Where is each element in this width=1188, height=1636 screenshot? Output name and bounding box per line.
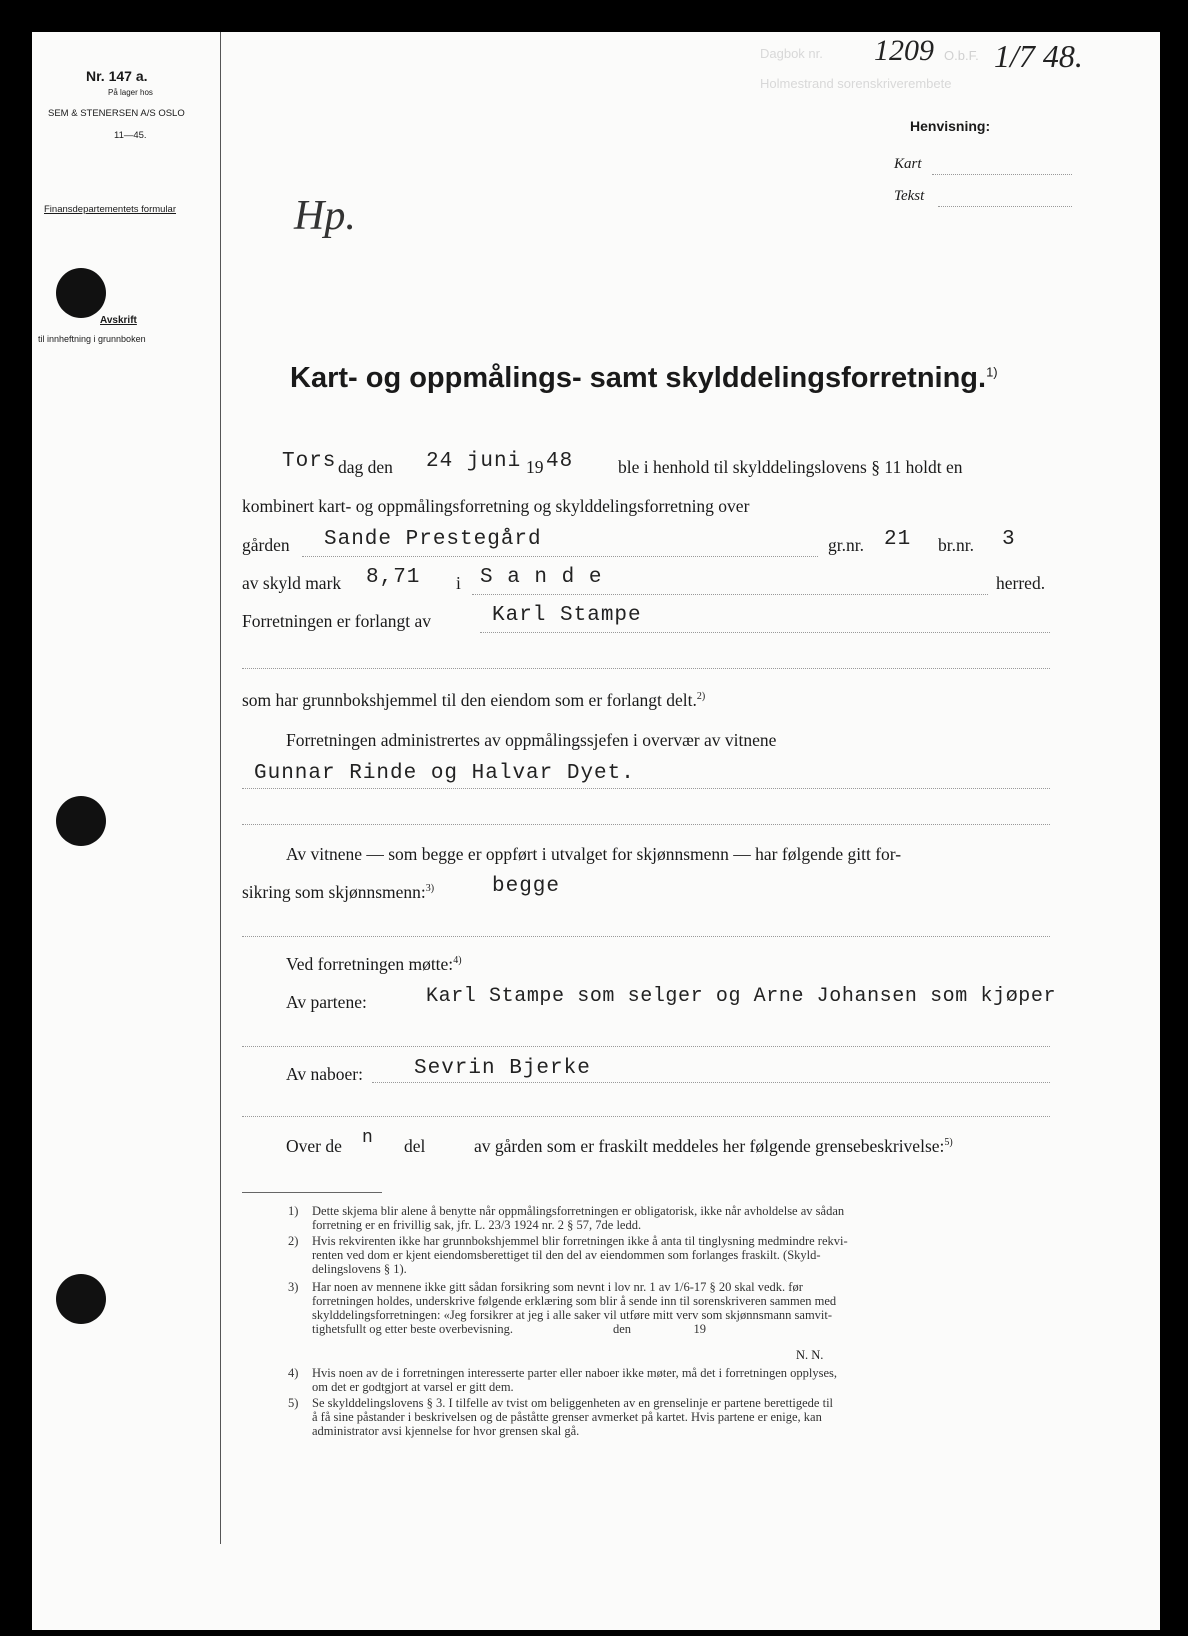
footnote-1	[288, 1204, 1092, 1232]
oath-sentence: sikring som skjønnsmenn:	[242, 882, 426, 902]
footnote-2-line-2: renten ved dom er kjent eiendomsberettiget til den del av eiendommen som forlanges fraskilt. (Skyld-	[312, 1248, 821, 1262]
grnr-label: gr.nr.	[828, 535, 864, 555]
over-typed: n	[362, 1128, 374, 1148]
over-prefix: Over de	[286, 1136, 342, 1156]
oath-text-2	[242, 882, 434, 903]
footnote-2	[288, 1234, 1092, 1276]
oath-value: begge	[492, 875, 561, 898]
brnr-value: 3	[1002, 528, 1016, 551]
footnote-1-line-1: Dette skjema blir alene å benytte når oppmålingsforretningen er obligatorisk, ikke når avholdelse av sådan	[312, 1204, 845, 1218]
footnote-5-num: 5)	[288, 1396, 299, 1410]
neighbours-rule	[372, 1082, 1050, 1083]
farm-rule	[302, 556, 818, 557]
footnote-3	[288, 1280, 1092, 1336]
over-rest	[474, 1136, 953, 1157]
footnote-3-line-2: forretningen holdes, underskrive følgende erklæring som blir å sende inn til sorenskriveren sammen med	[312, 1294, 837, 1308]
map-label: Kart	[894, 156, 922, 172]
in-label: i	[456, 573, 461, 593]
footnote-5	[288, 1396, 1092, 1438]
binder-hole-top	[56, 268, 106, 318]
footnote-1-num: 1)	[288, 1204, 299, 1218]
copy-purpose: til innheftning i grunnboken	[38, 334, 146, 344]
over-del: del	[404, 1136, 426, 1156]
footnote-3-line-3: skylddelingsforretningen: «Jeg forsikrer at jeg i alle saker vil utføre mitt verv som skjønnsmann samvit-	[312, 1308, 833, 1322]
faint-stamp-1: Dagbok nr.	[760, 46, 823, 61]
present-note: 4)	[453, 955, 462, 967]
admin-text: Forretningen administrertes av oppmålingssjefen i overvær av vitnene	[286, 730, 777, 750]
footnote-1-line-2: forretning er en frivillig sak, jfr. L. 23/3 1924 nr. 2 § 57, 7de ledd.	[312, 1218, 642, 1232]
year-prefix: 19	[526, 457, 544, 477]
oath-note: 3)	[425, 883, 435, 895]
document-title	[290, 362, 998, 395]
blank-rule-2	[242, 824, 1050, 825]
margin-rule	[220, 32, 221, 1544]
document-page	[32, 32, 1160, 1630]
stamp-abbrev: O.b.F.	[944, 48, 979, 63]
signature-placeholder: N. N.	[796, 1348, 824, 1362]
footnote-3-line-4: tighetsfullt og etter beste overbevisning. den 19	[312, 1322, 707, 1336]
publisher-line-1: På lager hos	[108, 88, 153, 97]
day-suffix: dag den	[338, 457, 393, 477]
footnote-2-line-3: delingslovens § 1).	[312, 1262, 407, 1276]
blank-rule-5	[242, 1116, 1050, 1117]
faint-stamp-2: Holmestrand sorenskriverembete	[760, 76, 952, 91]
requested-rule	[480, 632, 1050, 633]
requested-label: Forretningen er forlangt av	[242, 611, 432, 631]
date-typed: 24 juni	[426, 450, 522, 473]
parties-label: Av partene:	[286, 992, 367, 1012]
footnote-5-line-3: administrator avsi kjennelse for hvor grensen skal gå.	[312, 1424, 580, 1438]
tax-label: av skyld mark	[242, 573, 342, 593]
footnote-separator	[242, 1192, 382, 1193]
holder-note: 2)	[696, 691, 706, 703]
witnesses-rule	[242, 788, 1050, 789]
blank-rule-4	[242, 1046, 1050, 1047]
tax-value: 8,71	[366, 566, 421, 589]
title-note: 1)	[986, 364, 998, 380]
present-text: Ved forretningen møtte:	[286, 954, 454, 974]
municipality-rule	[472, 594, 988, 595]
print-date: 11—45.	[114, 130, 147, 141]
binder-hole-middle	[56, 796, 106, 846]
requested-by: Karl Stampe	[492, 604, 642, 627]
footnote-3-line-1: Har noen av mennene ikke gitt sådan forsikring som nevnt i lov nr. 1 av 1/6-17 § 20 skal vedk. før	[312, 1280, 803, 1294]
witnesses: Gunnar Rinde og Halvar Dyet.	[254, 762, 635, 785]
initials: Hp.	[294, 193, 356, 239]
neighbours-value: Sevrin Bjerke	[414, 1057, 591, 1080]
form-number: Nr. 147 a.	[86, 68, 148, 84]
over-sentence: av gården som er fraskilt meddeles her følgende grensebeskrivelse:	[474, 1136, 945, 1156]
blank-rule-1	[242, 668, 1050, 669]
line2: kombinert kart- og oppmålingsforretning og skylddelingsforretning over	[242, 496, 750, 516]
footnote-4-num: 4)	[288, 1366, 299, 1380]
farm-name: Sande Prestegård	[324, 528, 542, 551]
footnote-5-line-1: Se skylddelingslovens § 3. I tilfelle av tvist om beliggenheten av en grenselinje er partene berettigede til	[312, 1396, 834, 1410]
blank-rule-3	[242, 936, 1050, 937]
farm-label: gården	[242, 535, 290, 555]
municipality: S a n d e	[480, 566, 603, 589]
grnr-value: 21	[884, 528, 912, 551]
footnote-3-num: 3)	[288, 1280, 299, 1294]
neighbours-label: Av naboer:	[286, 1064, 363, 1084]
ministry-label: Finansdepartementets formular	[44, 204, 177, 215]
oath-text-1: Av vitnene — som begge er oppført i utvalget for skjønnsmenn — har følgende gitt for-	[286, 844, 902, 864]
publisher-line-2: SEM & STENERSEN A/S OSLO	[48, 108, 185, 119]
text-label: Tekst	[894, 188, 925, 204]
footnote-4-line-2: om det er godtgjort at varsel er gitt dem.	[312, 1380, 514, 1394]
reference-label: Henvisning:	[910, 118, 991, 134]
footnote-2-num: 2)	[288, 1234, 299, 1248]
footnote-5-line-2: å få sine påstander i beskrivelsen og de påståtte grenser avmerket på kartet. Hvis partene er enige, kan	[312, 1410, 822, 1424]
over-note: 5)	[944, 1137, 953, 1149]
present-label	[286, 954, 462, 975]
herred-label: herred.	[996, 573, 1046, 593]
journal-number: 1209	[874, 34, 934, 67]
copy-label: Avskrift	[100, 315, 137, 326]
binder-hole-bottom	[56, 1274, 106, 1324]
map-rule	[932, 174, 1072, 175]
year-typed: 48	[546, 450, 574, 473]
parties-value: Karl Stampe som selger og Arne Johansen som kjøper	[426, 985, 1057, 1008]
line1-rest: ble i henhold til skylddelingslovens § 11 holdt en	[618, 457, 963, 477]
footnote-4-line-1: Hvis noen av de i forretningen interesserte parter eller naboer ikke møter, må det i forretningen opplyses,	[312, 1366, 838, 1380]
handwritten-date: 1/7 48.	[994, 38, 1083, 74]
holder-text	[242, 690, 705, 711]
footnote-4	[288, 1366, 1092, 1394]
title-text: Kart- og oppmålings- samt skylddelingsforretning.	[290, 362, 987, 394]
text-rule	[938, 206, 1072, 207]
day-typed: Tors	[282, 450, 337, 473]
footnote-2-line-1: Hvis rekvirenten ikke har grunnbokshjemmel blir forretningen ikke å anta til tinglysning medmindre rekvi-	[312, 1234, 848, 1248]
holder-sentence: som har grunnbokshjemmel til den eiendom som er forlangt delt.	[242, 690, 697, 710]
brnr-label: br.nr.	[938, 535, 974, 555]
